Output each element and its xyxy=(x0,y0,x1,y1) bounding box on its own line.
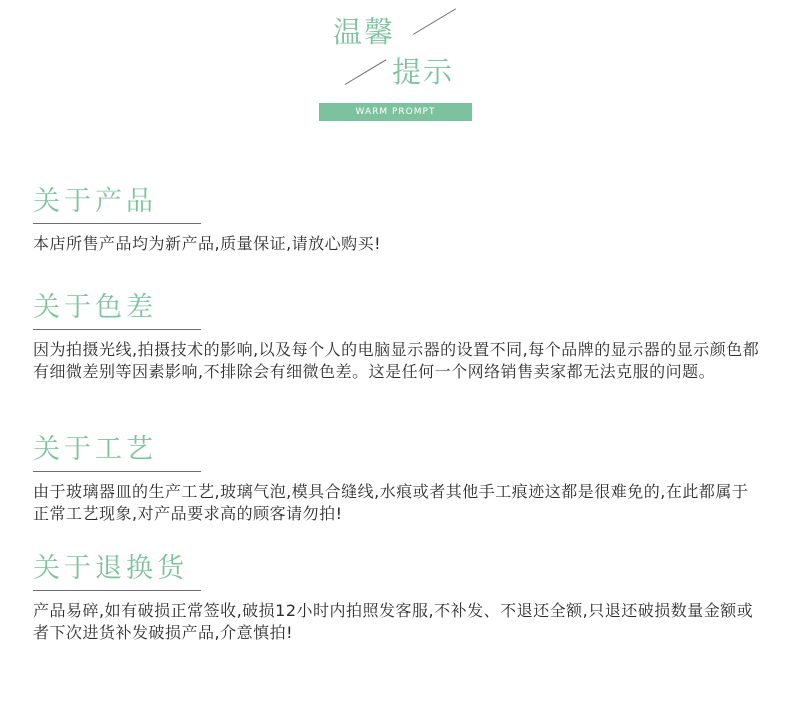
section-text: 产品易碎,如有破损正常签收,破损12小时内拍照发客服,不补发、不退还全额,只退还破损数量金额或者下次进货补发破损产品,介意慎拍! xyxy=(33,601,754,642)
section-divider xyxy=(33,471,201,472)
section-text: 由于玻璃器皿的生产工艺,玻璃气泡,模具合缝线,水痕或者其他手工痕迹这都是很难免的,在此都属于正常工艺现象,对产品要求高的顾客请勿拍! xyxy=(33,482,749,523)
section-divider xyxy=(33,590,201,591)
section-about-returns xyxy=(33,555,763,644)
section-title: 关于产品 xyxy=(33,186,157,217)
section-title: 关于色差 xyxy=(33,292,157,323)
decorative-slash xyxy=(345,59,387,85)
section-about-craftsmanship xyxy=(33,436,763,525)
warm-prompt-banner: WARM PROMPT xyxy=(319,103,472,121)
header-title-line-1: 温馨 xyxy=(333,15,396,49)
section-text: 本店所售产品均为新产品,质量保证,请放心购买! xyxy=(33,234,382,253)
section-about-products xyxy=(33,188,763,255)
section-about-color-difference xyxy=(33,294,763,383)
decorative-slash xyxy=(413,8,456,35)
header-title-line-2: 提示 xyxy=(392,55,455,89)
warm-prompt-header xyxy=(0,0,790,130)
section-title: 关于退换货 xyxy=(33,553,188,584)
section-title: 关于工艺 xyxy=(33,434,157,465)
section-divider xyxy=(33,329,201,330)
section-divider xyxy=(33,223,201,224)
section-text: 因为拍摄光线,拍摄技术的影响,以及每个人的电脑显示器的设置不同,每个品牌的显示器的显示颜色都有细微差别等因素影响,不排除会有细微色差。这是任何一个网络销售卖家都无法克服的问题。 xyxy=(33,340,760,381)
